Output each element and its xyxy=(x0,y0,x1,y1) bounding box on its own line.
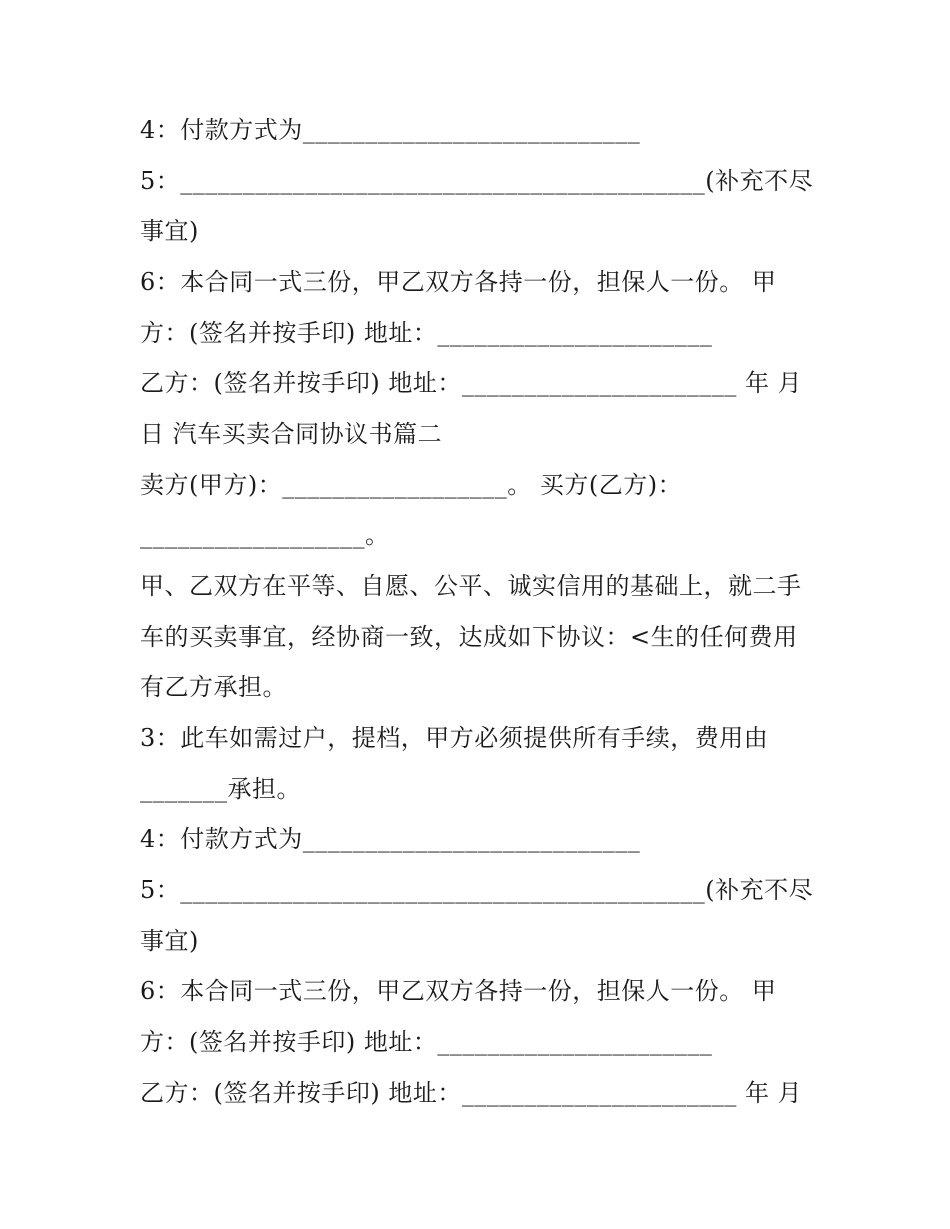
text-line: 3：此车如需过户，提档，甲方必须提供所有手续，费用由 xyxy=(140,724,769,752)
text-line: 日 汽车买卖合同协议书篇二 xyxy=(140,420,443,448)
text-line: 事宜) xyxy=(140,927,199,955)
text-line: _______承担。 xyxy=(140,775,301,803)
text-line: 甲、乙双方在平等、自愿、公平、诚实信用的基础上，就二手 xyxy=(140,572,802,600)
text-line: __________________。 xyxy=(140,521,390,549)
text-line: 卖方(甲方)：__________________。 买方(乙方)： xyxy=(140,471,683,499)
text-line: 乙方：(签名并按手印) 地址：______________________ 年 月 xyxy=(140,1079,803,1107)
text-line: 事宜) xyxy=(140,217,199,245)
text-line: 4：付款方式为___________________________ xyxy=(140,116,641,144)
text-line: 有乙方承担。 xyxy=(140,673,287,701)
text-line: 5：__________________________________________(补充不尽 xyxy=(140,876,814,904)
text-line: 乙方：(签名并按手印) 地址：______________________ 年 月 xyxy=(140,369,803,397)
text-line: 车的买卖事宜，经协商一致，达成如下协议：<生的任何费用 xyxy=(140,623,798,651)
text-line: 方：(签名并按手印) 地址：______________________ xyxy=(140,1028,713,1056)
text-line: 4：付款方式为___________________________ xyxy=(140,825,641,853)
text-line: 方：(签名并按手印) 地址：______________________ xyxy=(140,319,713,347)
text-line: 6：本合同一式三份，甲乙双方各持一份，担保人一份。 甲 xyxy=(140,268,777,296)
text-line: 5：__________________________________________(补充不尽 xyxy=(140,167,814,195)
text-line: 6：本合同一式三份，甲乙双方各持一份，担保人一份。 甲 xyxy=(140,977,777,1005)
